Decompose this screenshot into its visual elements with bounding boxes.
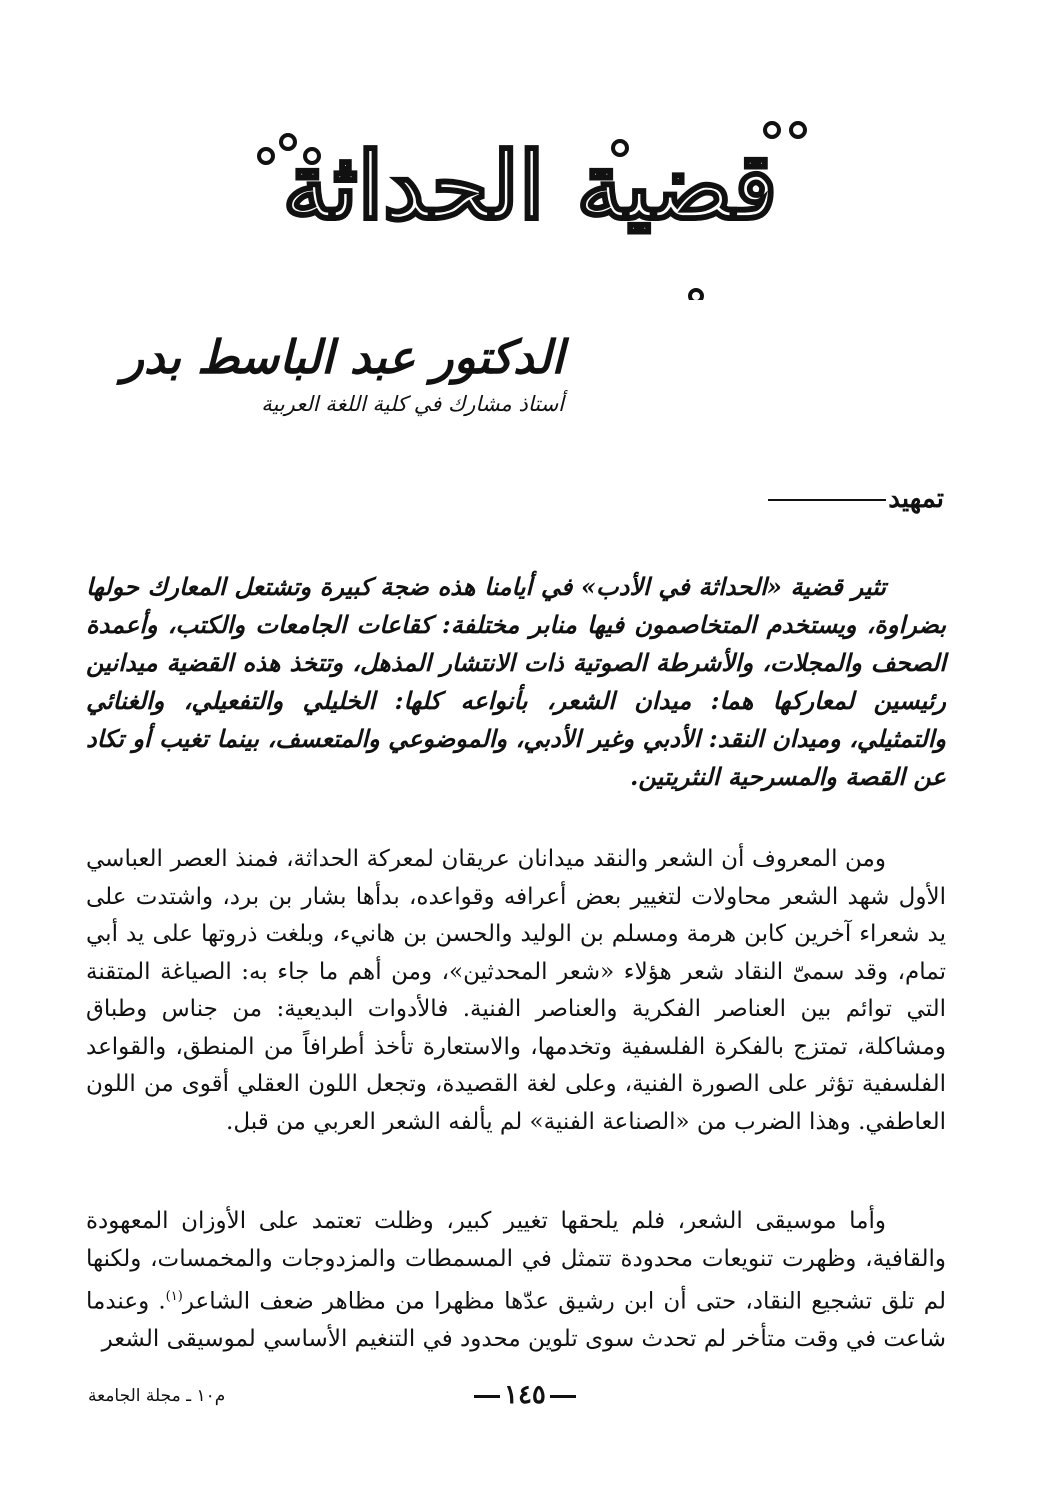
title-block (180, 100, 880, 300)
paragraph-history: ومن المعروف أن الشعر والنقد ميدانان عريقان لمعركة الحداثة، فمنذ العصر العباسي الأول شهد الشعر محاولات لتغيير بعض أعرافه وقواعده، بدأها بشار بن برد، واشتدت على يد شعراء آخرين كابن هرمة ومسلم بن الوليد والحسن بن هانيء، وبلغت ذروتها على يد أبي تمام، وقد سمىّ النقاد شعر هؤلاء «شعر المحدثين»، ومن أهم ما جاء به: الصياغة المتقنة التي توائم بين العناصر الفكرية والعناصر الفنية. فالأدوات البديعية: من جناس وطباق ومشاكلة، تمتزج بالفكرة الفلسفية وتخدمها، والاستعارة تأخذ أطرافاً من المنطق، والقواعد الفلسفية تؤثر على الصورة الفنية، وعلى لغة القصيدة، وتجعل اللون العقلي أقوى من اللون العاطفي. وهذا الضرب من «الصناعة الفنية» لم يألفه الشعر العربي من قبل. (86, 846, 946, 1135)
heading-rule (768, 499, 886, 501)
paragraph-music-text-end: . وعندما شاعت في وقت متأخر لم تحدث سوى تلوين محدود في التنغيم الأساسي لموسيقى الشعر (86, 1288, 946, 1353)
section-heading-label: تمهيد (888, 484, 944, 514)
ornament-dot (690, 290, 702, 300)
paragraph-intro: تثير قضية «الحداثة في الأدب» في أيامنا هذه ضجة كبيرة وتشتعل المعارك حولها بضراوة، ويستخدم المتخاصمون فيها منابر مختلفة: كقاعات الجامعات والكتب، وأعمدة الصحف والمجلات، والأشرطة الصوتية ذات الانتشار المذهل، وتتخذ هذه القضية ميدانين رئيسين لمعاركها هما: ميدان الشعر، بأنواعه كلها: الخليلي والتفعيلي، والغنائي والتمثيلي، وميدان النقد: الأدبي وغير الأدبي، والموضوعي والمتعسف، بينما تغيب أو تكاد عن القصة والمسرحية النثريتين. (86, 572, 946, 791)
author-name: الدكتور عبد الباسط بدر (121, 330, 564, 384)
page-number-dash (550, 1395, 576, 1398)
article-title: قضية الحداثة (282, 132, 778, 240)
author-affiliation: أستاذ مشارك في كلية اللغة العربية (261, 392, 564, 416)
paragraph-music (86, 1203, 946, 1359)
section-heading (766, 484, 944, 514)
footnote-reference: (١) (165, 1289, 183, 1304)
paragraph-music-text: وأما موسيقى الشعر، فلم يلحقها تغيير كبير، وظلت تعتمد على الأوزان المعهودة والقافية، وظهرت تنويعات محدودة تتمثل في المسمطات والمزدوجات والمخمسات، ولكنها لم تلق تشجيع النقاد، حتى أن ابن رشيق عدّها مظهرا من مظاهر ضعف الشاعر (86, 1208, 947, 1315)
page-number-dash (474, 1395, 500, 1398)
page-number-value: ١٤٥ (504, 1380, 546, 1410)
journal-reference: م١٠ ـ مجلة الجامعة (88, 1386, 226, 1406)
ornament-dot (791, 123, 805, 137)
page-number (470, 1380, 580, 1410)
